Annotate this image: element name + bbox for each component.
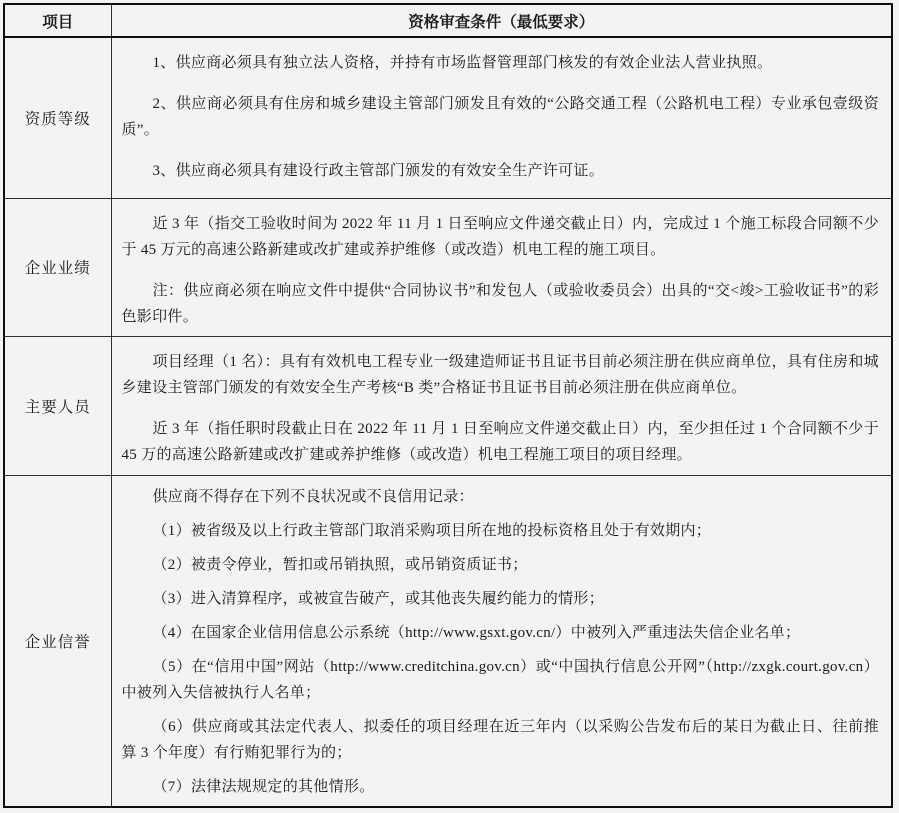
header-cell-item: 项目 bbox=[4, 4, 111, 37]
row-requirements-cell bbox=[111, 37, 892, 198]
header-cell-requirements: 资格审查条件（最低要求） bbox=[111, 4, 892, 37]
requirement-paragraph: 近 3 年（指交工验收时间为 2022 年 11 月 1 日至响应文件递交截止日）内，完成过 1 个施工标段合同额不少于 45 万元的高速公路新建或改扩建或养护维修（或改造）机电工程的施工项目。 bbox=[121, 215, 879, 258]
requirement-paragraph: （2）被责令停业，暂扣或吊销执照，或吊销资质证书； bbox=[152, 556, 528, 573]
row-requirements-cell bbox=[111, 475, 892, 807]
requirement-paragraph: （1）被省级及以上行政主管部门取消采购项目所在地的投标资格且处于有效期内； bbox=[152, 522, 712, 539]
table-body bbox=[4, 37, 892, 807]
header-row bbox=[4, 4, 892, 37]
requirement-paragraph: 项目经理（1 名）：具有有效机电工程专业一级建造师证书且证书目前必须注册在供应商单位，具有住房和城乡建设主管部门颁发的有效安全生产考核“B 类”合格证书且证书目前必须注册在供应商单位。 bbox=[121, 353, 879, 396]
requirement-paragraph: （5）在“信用中国”网站（http://www.creditchina.gov.cn）或“中国执行信息公开网”（http://zxgk.court.gov.cn）中被列入失信被执行人名单； bbox=[121, 658, 879, 701]
row-requirements-cell bbox=[111, 336, 892, 475]
requirement-paragraph: 3、供应商必须具有建设行政主管部门颁发的有效安全生产许可证。 bbox=[152, 163, 605, 179]
requirement-paragraph: （3）进入清算程序，或被宣告破产，或其他丧失履约能力的情形； bbox=[152, 590, 605, 607]
row-label: 企业业绩 bbox=[4, 198, 111, 336]
table-row bbox=[4, 475, 892, 807]
requirement-paragraph: （4）在国家企业信用信息公示系统（http://www.gsxt.gov.cn/）中被列入严重违法失信企业名单； bbox=[152, 624, 801, 641]
requirement-paragraph: （7）法律法规规定的其他情形。 bbox=[152, 778, 375, 795]
requirement-paragraph: 2、供应商必须具有住房和城乡建设主管部门颁发且有效的“公路交通工程（公路机电工程）专业承包壹级资质”。 bbox=[121, 96, 879, 138]
row-label: 资质等级 bbox=[4, 37, 111, 198]
requirement-paragraph: 供应商不得存在下列不良状况或不良信用记录： bbox=[152, 488, 474, 505]
table-row bbox=[4, 336, 892, 475]
requirement-paragraph: （6）供应商或其法定代表人、拟委任的项目经理在近三年内（以采购公告发布后的某日为截止日、往前推算 3 个年度）有行贿犯罪行为的； bbox=[121, 718, 879, 761]
table-row bbox=[4, 198, 892, 336]
requirement-paragraph: 1、供应商必须具有独立法人资格，并持有市场监督管理部门核发的有效企业法人营业执照。 bbox=[152, 55, 773, 71]
requirement-paragraph: 近 3 年（指任职时段截止日在 2022 年 11 月 1 日至响应文件递交截止日）内，至少担任过 1 个合同额不少于 45 万的高速公路新建或改扩建或养护维修（或改造）机电工程施工项目的项目经理。 bbox=[121, 420, 879, 463]
table-header bbox=[4, 4, 892, 37]
requirement-paragraph: 注：供应商必须在响应文件中提供“合同协议书”和发包人（或验收委员会）出具的“交<竣>工验收证书”的彩色影印件。 bbox=[121, 282, 879, 325]
row-label: 主要人员 bbox=[4, 336, 111, 475]
row-requirements-cell bbox=[111, 198, 892, 336]
table-row bbox=[4, 37, 892, 198]
row-label: 企业信誉 bbox=[4, 475, 111, 807]
qualification-review-table bbox=[3, 3, 893, 808]
